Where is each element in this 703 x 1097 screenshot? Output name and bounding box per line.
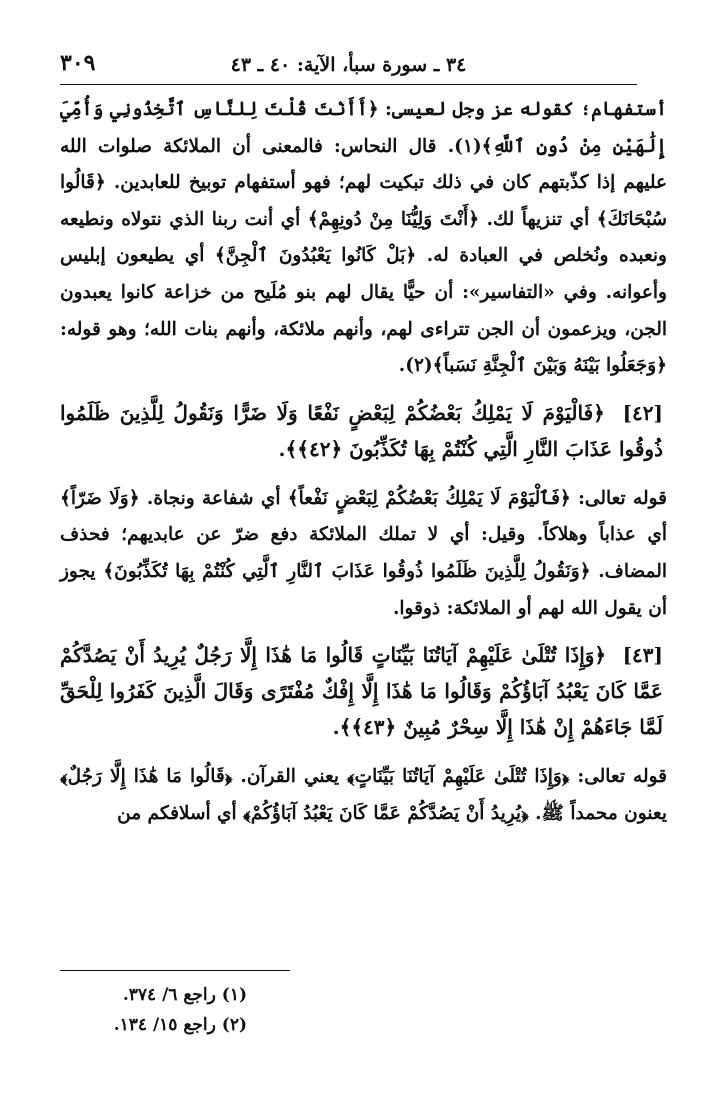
verse-42-text: ﴿فَالْيَوْمَ لَا يَمْلِكُ بَعْضُكُمْ لِبَعْضٍ نَفْعًا وَلَا ضَرًّا وَنَقُولُ لِلَّذِينَ ظَلَمُوا ذُوقُوا عَذَابَ النَّارِ الَّتِي كُنْتُمْ بِهَا تُكَذِّبُونَ ﴿٤٢﴾﴾. [60,400,663,461]
footnote-divider [60,970,290,971]
header-title: ٣٤ ـ سورة سبأ، الآية: ٤٠ ـ ٤٣ [230,54,467,76]
verse-42-number: [٤٢] [622,400,663,425]
verse-43-number: [٤٣] [622,643,663,668]
running-header [60,50,637,85]
footnotes [60,980,667,1040]
verse-43 [60,637,667,745]
commentary-paragraph-1: أستفهام؛ كقوله عز وجل لعيسى: ﴿أَأَنْتَ قُلْتَ لِلنَّاسِ ٱتَّخِذُونِي وَأُمِّيَ إِلَٰهَيْنِ مِنْ دُونِ ٱللَّهِ﴾(١). قال النحاس: فالمعنى أن الملائكة صلوات الله عليهم إذا كذّبتهم كان في ذلك تبكيت لهم؛ فهو أستفهام توبيخ للعابدين. ﴿قَالُوا سُبْحَانَكَ﴾ أي تنزيهاً لك. ﴿أَنْتَ وَلِيُّنَا مِنْ دُونِهِمْ﴾ أي أنت ربنا الذي نتولاه ونطيعه ونعبده ونُخلص في العبادة له. ﴿بَلْ كَانُوا يَعْبُدُونَ ٱلْجِنَّ﴾ أي يطيعون إبليس وأعوانه. وفي «التفاسير»: أن حيًّا يقال لهم بنو مُلَيح من خزاعة كانوا يعبدون الجن، ويزعمون أن الجن تتراءى لهم، وأنهم ملائكة، وأنهم بنات الله؛ وهو قوله: ﴿وَجَعَلُوا بَيْنَهُ وَبَيْنَ ٱلْجِنَّةِ نَسَباً﴾(٢). [60,99,668,377]
verse-42 [60,395,667,467]
commentary-paragraph-3: قوله تعالى: ﴿وَإِذَا تُتْلَىٰ عَلَيْهِمْ آيَاتُنَا بَيِّنَاتٍ﴾ يعني القرآن. ﴿قَالُوا مَا هَٰذَا إِلَّا رَجُلٌ﴾ يعنون محمداً ﷺ. ﴿يُرِيدُ أَنْ يَصُدَّكُمْ عَمَّا كَانَ يَعْبُدُ آبَاؤُكُمْ﴾ أي أسلافكم من [60,766,667,824]
verse-43-text: ﴿وَإِذَا تُتْلَىٰ عَلَيْهِمْ آيَاتُنَا بَيِّنَاتٍ قَالُوا مَا هَٰذَا إِلَّا رَجُلٌ يُرِيدُ أَنْ يَصُدَّكُمْ عَمَّا كَانَ يَعْبُدُ آبَاؤُكُمْ وَقَالُوا مَا هَٰذَا إِلَّا إِفْكٌ مُفْتَرًى وَقَالَ الَّذِينَ كَفَرُوا لِلْحَقِّ لَمَّا جَاءَهُمْ إِنْ هَٰذَا إِلَّا سِحْرٌ مُبِينٌ ﴿٤٣﴾﴾. [60,643,663,740]
commentary-paragraph-2: قوله تعالى: ﴿فَٱلْيَوْمَ لَا يَمْلِكُ بَعْضُكُمْ لِبَعْضٍ نَفْعاً﴾ أي شفاعة ونجاة. ﴿وَلَا ضَرّاً﴾ أي عذاباً وهلاكاً. وقيل: أي لا تملك الملائكة دفع ضرّ عن عابديهم؛ فحذف المضاف. ﴿وَنَقُولُ لِلَّذِينَ ظَلَمُوا ذُوقُوا عَذَابَ ٱلنَّارِ ٱلَّتِي كُنْتُمْ بِهَا تُكَذِّبُونَ﴾ يجوز أن يقول الله لهم أو الملائكة: ذوقوا. [60,487,667,619]
footnote-2: (٢) راجع ١٥/ ١٣٤. [113,1015,247,1035]
footnote-1: (١) راجع ٦/ ٣٧٤. [122,985,247,1005]
page-number: ٣٠٩ [60,50,96,76]
page-body [60,92,667,832]
